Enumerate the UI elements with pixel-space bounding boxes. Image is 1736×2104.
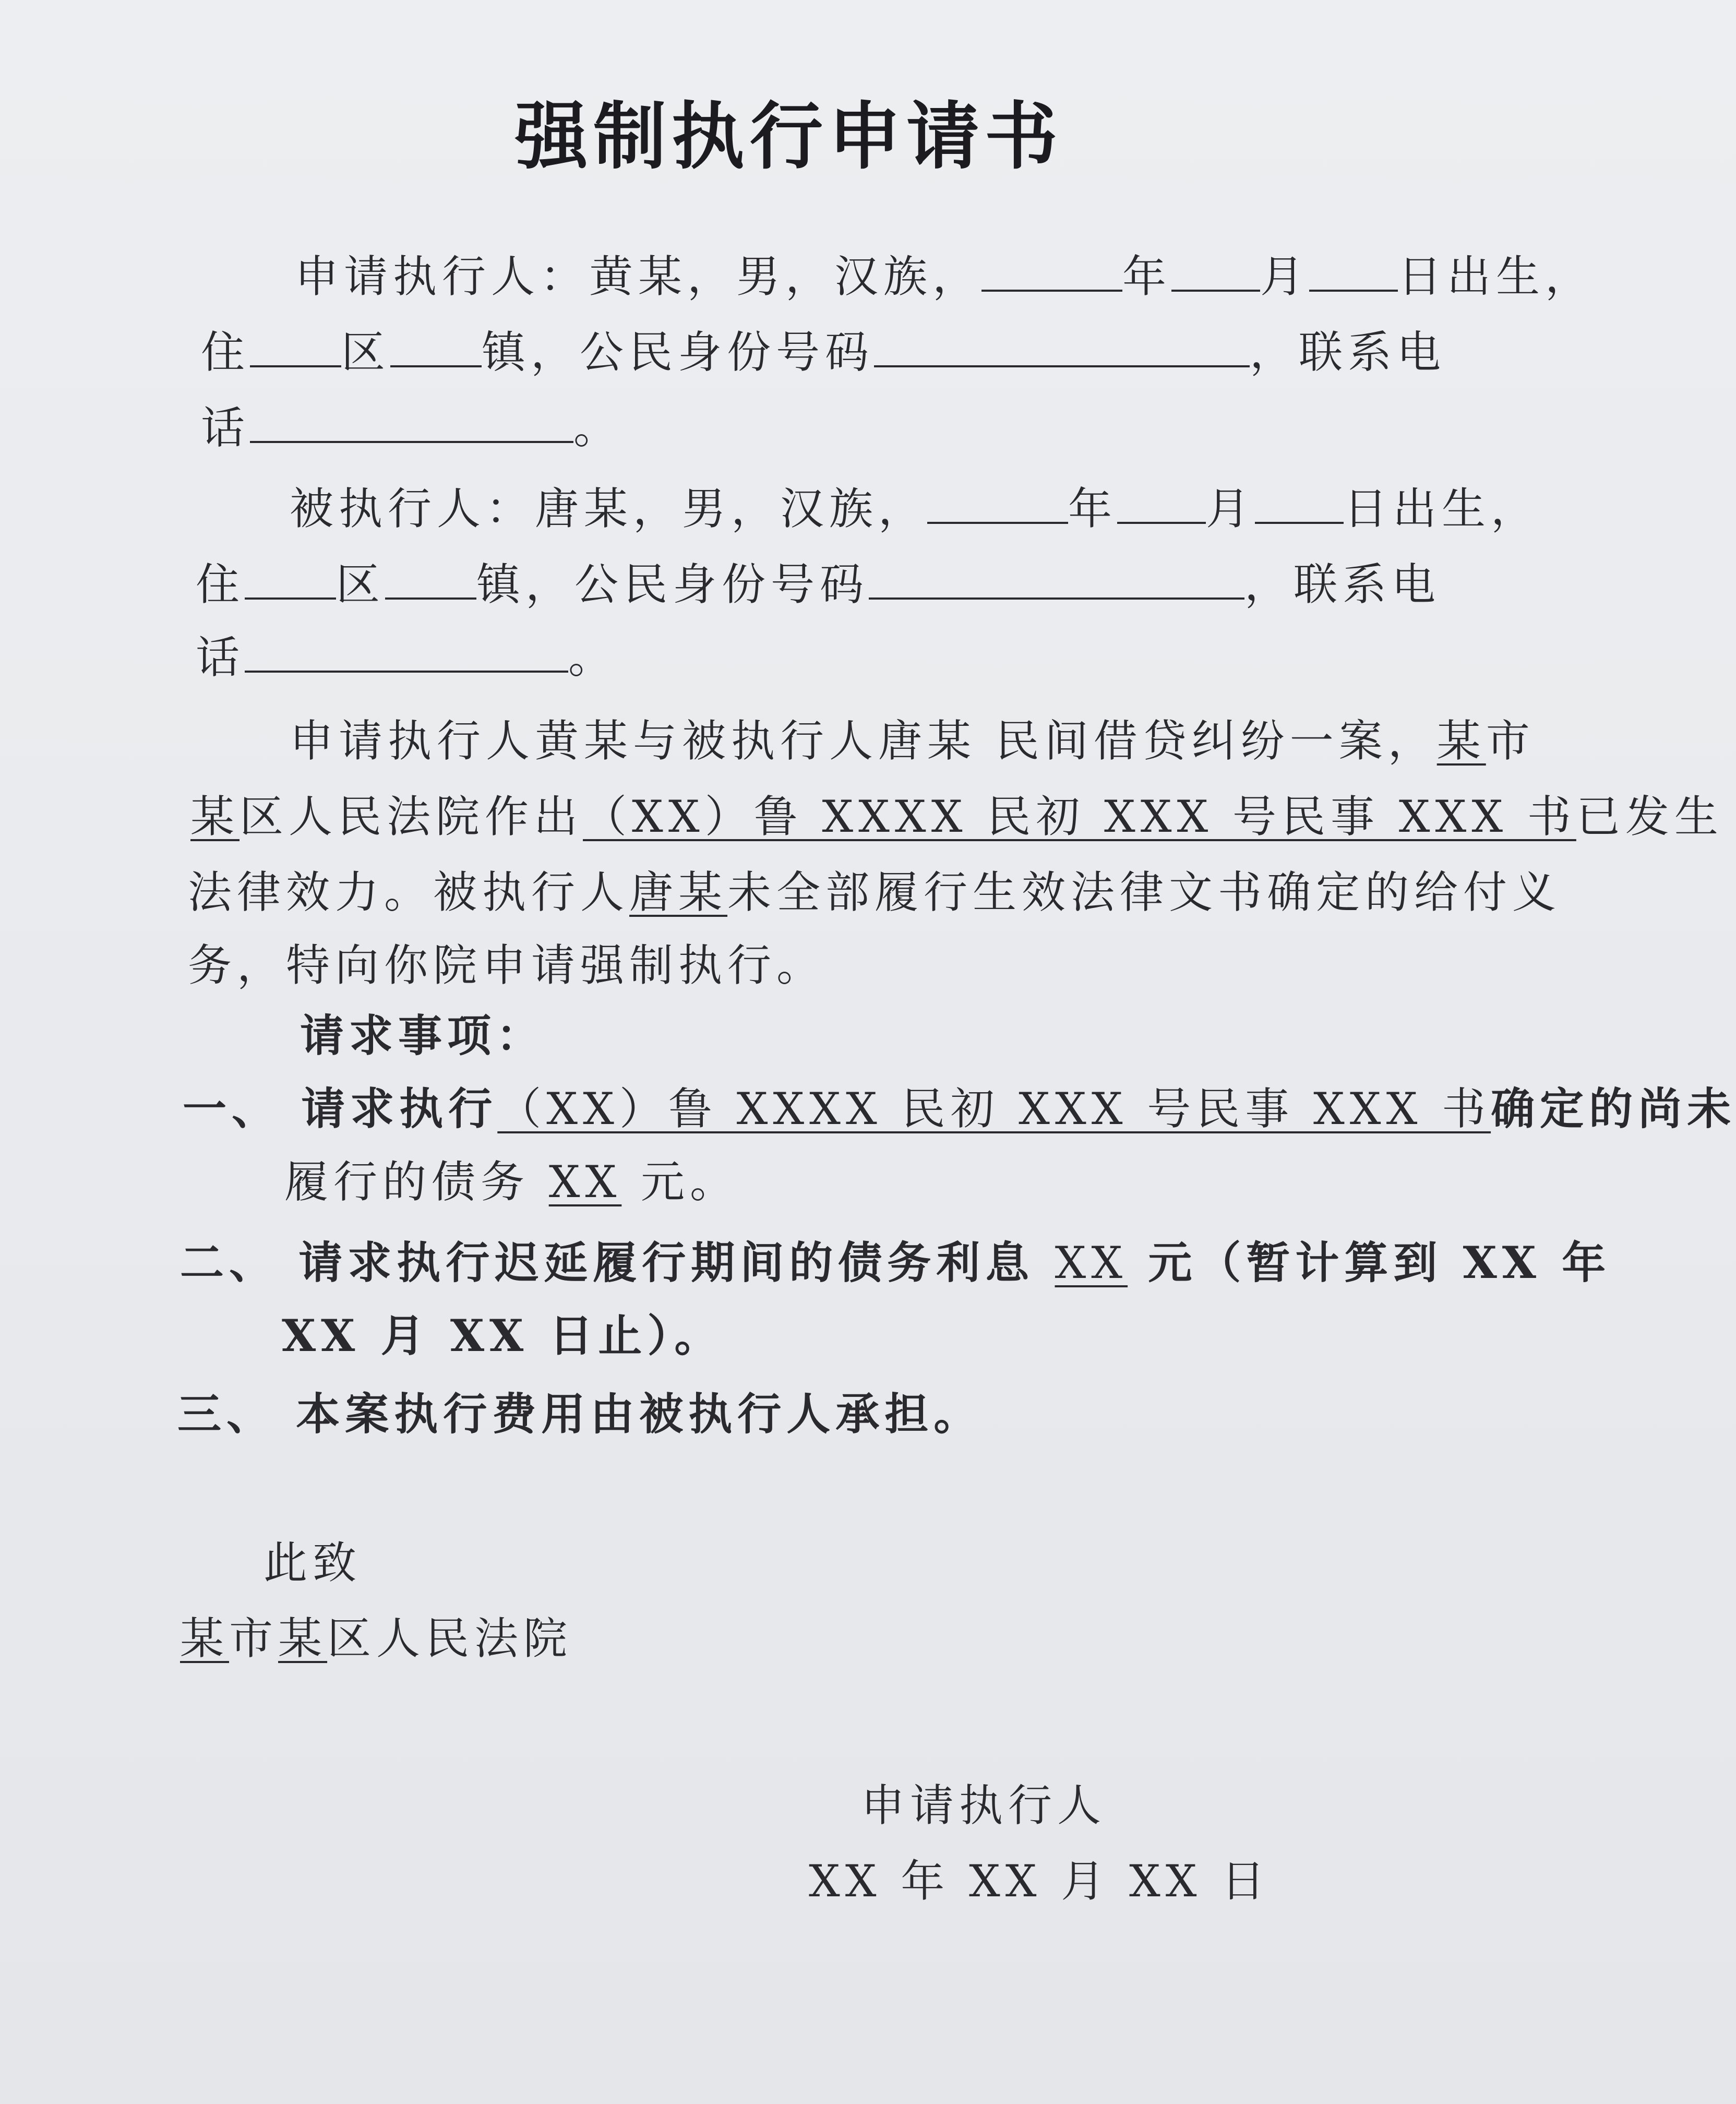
amount: XX [548, 1156, 622, 1208]
closing-salutation: 此致 [264, 1537, 362, 1588]
request-item-1 [183, 1080, 1736, 1138]
item-number: 二、 [180, 1237, 299, 1288]
blank-id-number [874, 365, 1250, 367]
body-text: 市 [1486, 715, 1535, 767]
blank-month [1171, 290, 1260, 292]
district-label: 区 [336, 559, 386, 610]
birth-label: 日出生， [1398, 251, 1595, 302]
blank-phone [245, 671, 568, 673]
blank-year [927, 522, 1068, 524]
blank-town [390, 365, 482, 367]
year-label: 年 [1068, 483, 1118, 534]
respondent-name: 唐某 [629, 867, 728, 918]
signature-label: 申请执行人 [861, 1780, 1107, 1831]
request-item-1-cont [284, 1153, 739, 1211]
respondent-intro: 被执行人：唐某，男，汉族， [290, 483, 928, 534]
birth-label: 日出生， [1344, 483, 1540, 534]
court-district: 某 [190, 791, 240, 842]
blank-day [1309, 290, 1398, 292]
respondent-line-1 [290, 480, 1540, 537]
contact-label: ，联系电 [1244, 559, 1441, 610]
judgment-number: （XX）鲁 XXXX 民初 XXX 号民事 XXX 书 [497, 1083, 1491, 1134]
phone-label: 话 [196, 632, 245, 683]
body-line-3 [188, 864, 1561, 921]
applicant-line-3 [201, 399, 622, 457]
body-text: 区人民法院作出 [240, 791, 583, 842]
applicant-intro: 申请执行人：黄某，男，汉族， [295, 251, 982, 302]
body-text: 法律效力。被执行人 [188, 867, 630, 918]
requests-heading: 请求事项： [300, 1010, 546, 1061]
body-line-4 [188, 937, 825, 994]
period-label: 。 [568, 632, 618, 683]
item-text: 元（暂计算到 XX 年 [1128, 1237, 1611, 1288]
item-text: 请求执行 [301, 1083, 498, 1134]
body-text: 务，特向你院申请强制执行。 [188, 940, 826, 991]
blank-month [1117, 522, 1206, 524]
respondent-line-3 [196, 629, 617, 686]
body-text: 已发生 [1576, 791, 1723, 842]
period-label: 。 [573, 402, 623, 453]
judgment-number: （XX）鲁 XXXX 民初 XXX 号民事 XXX 书 [583, 791, 1576, 842]
live-label: 住 [196, 559, 245, 610]
town-id-label: 镇，公民身份号码 [482, 327, 875, 378]
amount: XX [1055, 1237, 1128, 1288]
addressee-part: 市 [229, 1613, 279, 1664]
request-item-3 [177, 1385, 983, 1443]
respondent-line-2 [196, 556, 1441, 613]
item-text: 请求执行迟延履行期间的债务利息 [298, 1237, 1055, 1288]
live-label: 住 [201, 327, 250, 378]
body-line-2 [190, 788, 1723, 845]
blank-day [1255, 522, 1344, 524]
item-text: 元。 [621, 1156, 739, 1208]
request-item-2-cont: XX 月 XX 日止）。 [282, 1310, 724, 1361]
phone-label: 话 [201, 402, 250, 453]
addressee-part: 某 [180, 1613, 230, 1664]
court-city: 某 [1436, 715, 1486, 767]
applicant-line-2 [201, 324, 1446, 381]
item-number: 三、 [177, 1388, 296, 1440]
blank-town [385, 597, 476, 600]
body-line-1 [290, 712, 1535, 770]
item-text: 确定的尚未 [1491, 1083, 1736, 1134]
applicant-line-1 [295, 248, 1594, 305]
addressee-part: 区人民法院 [327, 1613, 573, 1664]
addressee-court [180, 1610, 572, 1667]
signature-date: XX 年 XX 月 XX 日 [809, 1856, 1271, 1907]
body-text: 未全部履行生效法律文书确定的给付义 [727, 867, 1562, 918]
year-label: 年 [1122, 251, 1172, 302]
item-text: 履行的债务 [284, 1156, 549, 1208]
month-label: 月 [1206, 483, 1255, 534]
blank-year [981, 290, 1122, 292]
item-text: 本案执行费用由被执行人承担。 [296, 1388, 983, 1440]
blank-district [245, 597, 336, 600]
blank-phone [250, 441, 573, 443]
blank-district [250, 365, 341, 367]
town-id-label: 镇，公民身份号码 [476, 559, 869, 610]
month-label: 月 [1260, 251, 1310, 302]
contact-label: ，联系电 [1250, 327, 1446, 378]
document-title: 强制执行申请书 [514, 94, 1063, 180]
item-number: 一、 [183, 1083, 302, 1134]
addressee-part: 某 [278, 1613, 328, 1664]
district-label: 区 [341, 327, 391, 378]
request-item-2 [180, 1234, 1611, 1292]
blank-id-number [869, 597, 1244, 600]
body-text: 申请执行人黄某与被执行人唐某 民间借贷纠纷一案， [290, 715, 1437, 767]
